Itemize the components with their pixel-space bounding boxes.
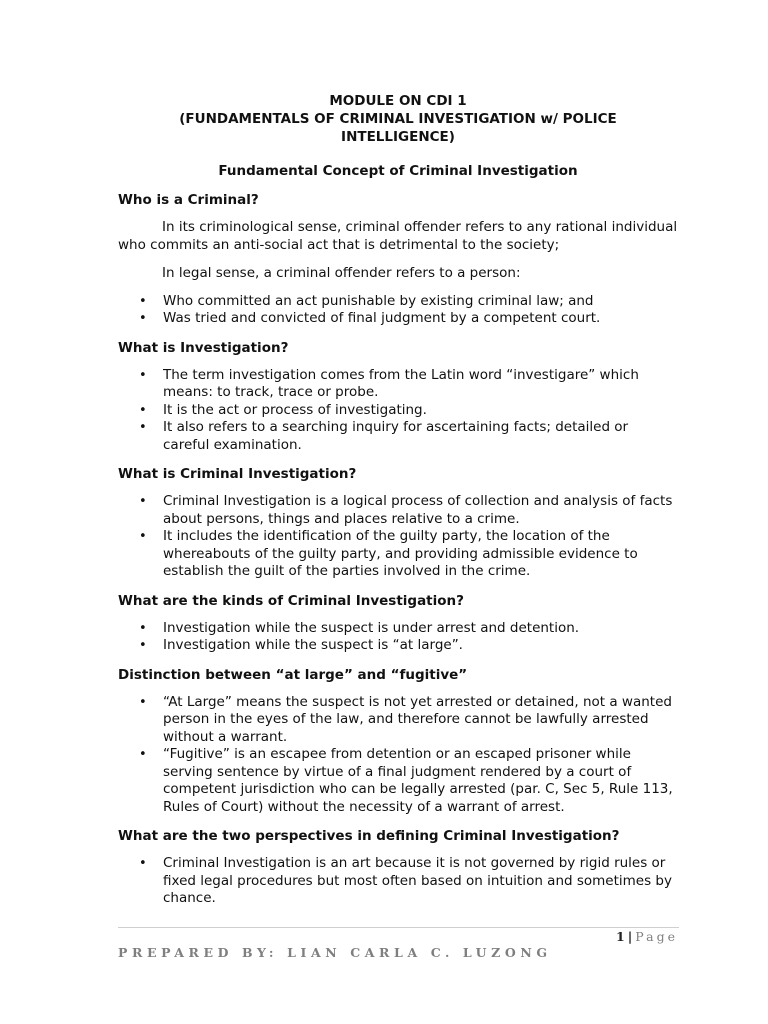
list-item: • The term investigation comes from the Latin word “investigare” which means: to track, trace or probe. [118, 367, 678, 402]
bullet-list [118, 694, 678, 817]
title-line-1: MODULE ON CDI 1 [329, 93, 467, 109]
paragraph: In legal sense, a criminal offender refers to a person: [162, 265, 521, 281]
document-subtitle: Fundamental Concept of Criminal Investigation [218, 163, 578, 179]
list-item: • Who committed an act punishable by existing criminal law; and [118, 293, 678, 311]
page-number [616, 929, 678, 944]
list-item: • It includes the identification of the guilty party, the location of the whereabouts of the guilty party, and providing admissible evidence to establish the guilt of the parties involved in the crime. [118, 528, 678, 581]
bullet-list [118, 493, 678, 581]
list-item: • Criminal Investigation is an art because it is not governed by rigid rules or fixed legal procedures but most often based on intuition and sometimes by chance. [118, 855, 678, 908]
list-item: • Criminal Investigation is a logical process of collection and analysis of facts about persons, things and places relative to a crime. [118, 493, 678, 528]
list-item: • Investigation while the suspect is “at large”. [118, 637, 678, 655]
list-item: • It is the act or process of investigating. [118, 402, 678, 420]
title-line-2: (FUNDAMENTALS OF CRIMINAL INVESTIGATION w/ POLICE INTELLIGENCE) [179, 111, 617, 145]
bullet-list [118, 855, 678, 908]
section-heading: What are the two perspectives in defining Criminal Investigation? [118, 828, 620, 844]
page-number-separator: | [627, 929, 633, 944]
document-page [118, 92, 678, 908]
paragraph: In its criminological sense, criminal offender refers to any rational individual who commits an anti-social act that is detrimental to the society; [118, 219, 678, 253]
section-heading: What is Investigation? [118, 339, 289, 356]
section-what-is-investigation [118, 339, 678, 455]
bullet-list [118, 367, 678, 455]
section-two-perspectives [118, 827, 678, 908]
section-heading: Who is a Criminal? [118, 192, 259, 208]
bullet-list [118, 293, 678, 328]
section-at-large-vs-fugitive [118, 666, 678, 817]
page-number-value: 1 [616, 929, 625, 944]
prepared-by: PREPARED BY: LIAN CARLA C. LUZONG [118, 945, 552, 960]
section-heading: What are the kinds of Criminal Investigation? [118, 592, 464, 609]
bullet-list [118, 620, 678, 655]
list-item: • Was tried and convicted of final judgment by a competent court. [118, 310, 678, 328]
section-who-is-criminal [118, 191, 678, 328]
section-heading: Distinction between “at large” and “fugitive” [118, 666, 468, 683]
list-item: • “At Large” means the suspect is not yet arrested or detained, not a wanted person in the eyes of the law, and therefore cannot be lawfully arrested without a warrant. [118, 694, 678, 747]
list-item: • Investigation while the suspect is under arrest and detention. [118, 620, 678, 638]
module-title [118, 92, 678, 146]
footer-divider [118, 927, 679, 928]
section-kinds-of-investigation [118, 592, 678, 655]
section-what-is-criminal-investigation [118, 465, 678, 581]
list-item: • “Fugitive” is an escapee from detention or an escaped prisoner while serving sentence by virtue of a final judgment rendered by a court of competent jurisdiction who can be legally arrested (par. C, Sec 5, Rule 113, Rules of Court) without the necessity of a warrant of arrest. [118, 746, 678, 816]
page-word: Page [635, 929, 678, 944]
section-heading: What is Criminal Investigation? [118, 466, 357, 482]
list-item: • It also refers to a searching inquiry for ascertaining facts; detailed or careful examination. [118, 419, 678, 454]
